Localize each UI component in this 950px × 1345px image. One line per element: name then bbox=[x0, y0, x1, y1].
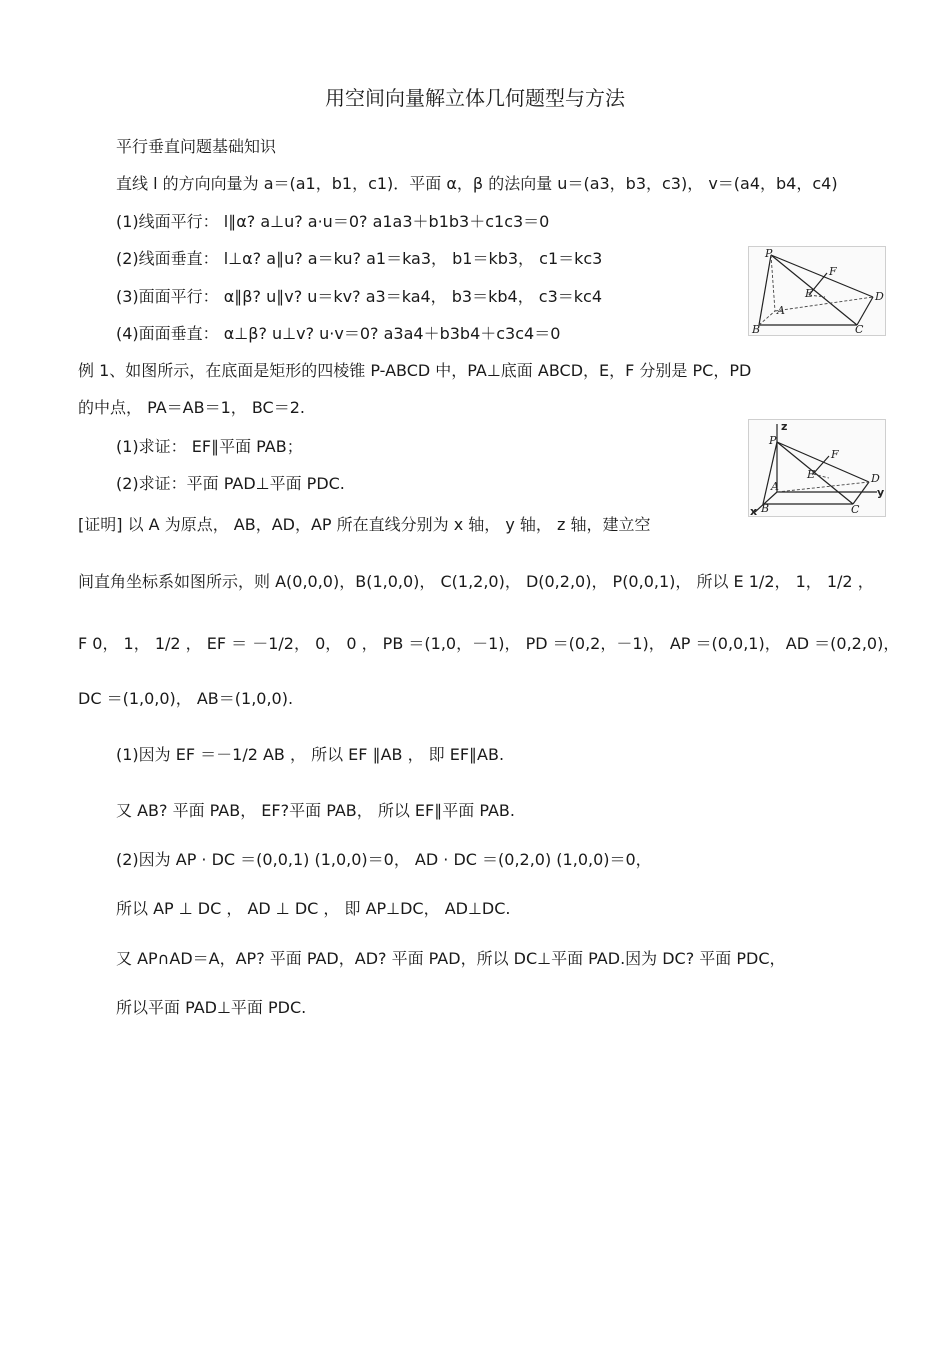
proof-line-2: 间直角坐标系如图所示，则 A(0,0,0)，B(1,0,0)， C(1,2,0)， D(0,2,0)， P(0,0,1)， 所以 E 1/2， 1， 1/2 ， bbox=[78, 572, 874, 591]
fig1-label-p: P bbox=[765, 247, 773, 260]
proof-line-3: F 0， 1， 1/2 ， EF ＝ －1/2， 0， 0 ， PB ＝(1,0，－1)， PD ＝(0,2，－1)， AP ＝(0,0,1)， AD ＝(0,2,0)， bbox=[78, 634, 900, 653]
solution-line-4: 所以 AP ⊥ DC ， AD ⊥ DC ， 即 AP⊥DC， AD⊥DC. bbox=[116, 899, 511, 918]
pyramid-figure bbox=[748, 246, 886, 336]
fig1-label-c: C bbox=[855, 323, 864, 335]
example-1-line-b: 的中点， PA＝AB＝1， BC＝2. bbox=[78, 398, 305, 417]
page-title: 用空间向量解立体几何题型与方法 bbox=[325, 86, 625, 110]
fig1-label-b: B bbox=[752, 323, 761, 335]
intro-line: 直线 l 的方向向量为 a＝(a1，b1，c1)．平面 α，β 的法向量 u＝(a3，b3，c3)， v＝(a4，b4，c4) bbox=[116, 174, 838, 193]
knowledge-line-1: (1)线面平行： l∥α? a⊥u? a·u＝0? a1a3＋b1b3＋c1c3＝0 bbox=[116, 212, 550, 231]
solution-line-6: 所以平面 PAD⊥平面 PDC. bbox=[116, 998, 307, 1017]
question-2: (2)求证：平面 PAD⊥平面 PDC. bbox=[116, 474, 345, 493]
knowledge-line-3: (3)面面平行： α∥β? u∥v? u＝kv? a3＝ka4， b3＝kb4， c3＝kc4 bbox=[116, 287, 603, 306]
proof-line-1: [证明] 以 A 为原点， AB，AD，AP 所在直线分别为 x 轴， y 轴， z 轴，建立空 bbox=[78, 515, 651, 534]
fig2-label-x: x bbox=[750, 505, 758, 516]
coordinate-figure bbox=[748, 419, 886, 517]
example-1-line-a: 例 1、如图所示，在底面是矩形的四棱锥 P-ABCD 中，PA⊥底面 ABCD，E，F 分别是 PC，PD bbox=[78, 361, 752, 380]
knowledge-line-2: (2)线面垂直： l⊥α? a∥u? a＝ku? a1＝ka3， b1＝kb3， c1＝kc3 bbox=[116, 249, 603, 268]
fig2-label-a: A bbox=[771, 480, 779, 493]
fig1-label-a: A bbox=[777, 304, 785, 317]
fig2-label-e: E bbox=[807, 468, 816, 481]
knowledge-line-4: (4)面面垂直： α⊥β? u⊥v? u·v＝0? a3a4＋b3b4＋c3c4＝0 bbox=[116, 324, 561, 343]
proof-line-4: DC ＝(1,0,0)， AB＝(1,0,0). bbox=[78, 689, 294, 708]
fig1-label-d: D bbox=[875, 290, 884, 303]
fig1-label-f: F bbox=[829, 265, 837, 278]
solution-line-1: (1)因为 EF ＝－1/2 AB ， 所以 EF ∥AB ， 即 EF∥AB. bbox=[116, 745, 505, 764]
solution-line-2: 又 AB? 平面 PAB， EF?平面 PAB， 所以 EF∥平面 PAB. bbox=[116, 801, 515, 820]
fig2-label-p: P bbox=[769, 434, 777, 447]
fig2-label-y: y bbox=[877, 486, 885, 499]
fig2-label-z: z bbox=[781, 420, 788, 433]
solution-line-5: 又 AP∩AD＝A，AP? 平面 PAD，AD? 平面 PAD，所以 DC⊥平面 PAD.因为 DC? 平面 PDC， bbox=[116, 949, 786, 968]
fig2-label-d: D bbox=[871, 472, 880, 485]
solution-line-3: (2)因为 AP · DC ＝(0,0,1) (1,0,0)＝0， AD · DC ＝(0,2,0) (1,0,0)＝0， bbox=[116, 850, 652, 869]
fig2-label-b: B bbox=[761, 502, 770, 515]
section-heading: 平行垂直问题基础知识 bbox=[116, 137, 277, 156]
fig1-label-e: E bbox=[805, 287, 814, 300]
question-1: (1)求证： EF∥平面 PAB； bbox=[116, 437, 303, 456]
fig2-label-f: F bbox=[831, 448, 839, 461]
fig2-label-c: C bbox=[851, 503, 860, 516]
